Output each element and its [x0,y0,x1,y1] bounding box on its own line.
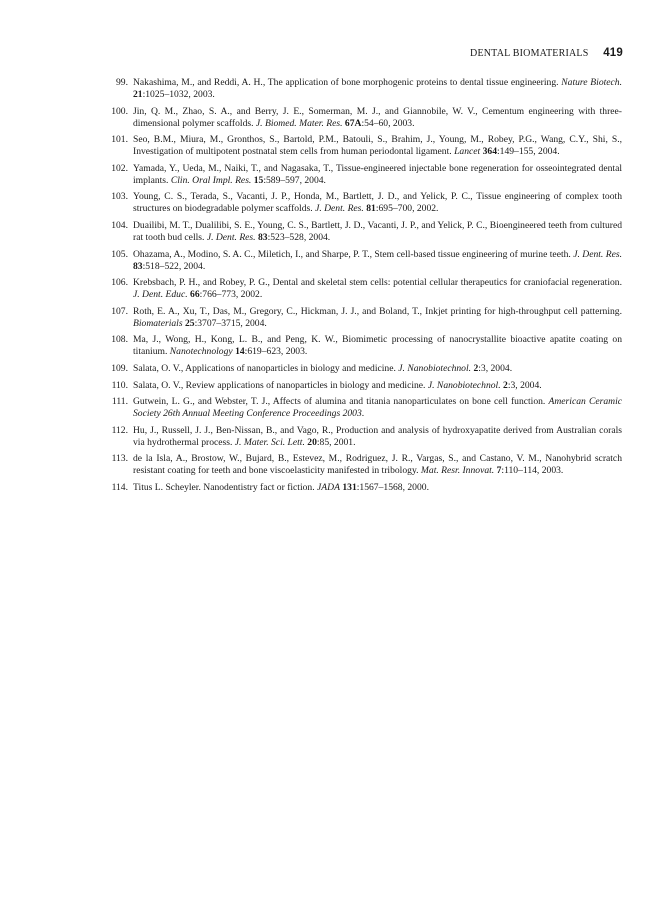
reference-text [133,220,622,244]
reference-item [111,219,622,244]
reference-journal: Biomaterials [133,317,183,329]
reference-text [133,380,622,392]
reference-volume: 20 [307,436,317,448]
reference-segment: Gutwein, L. G., and Webster, T. J., Affects of alumina and titania nanoparticulates on bone cell function. [133,396,549,408]
reference-text [133,163,622,187]
reference-volume: 364 [482,146,497,158]
reference-journal: Clin. Oral Impl. Res. [170,174,252,186]
reference-text [133,482,622,494]
reference-number: 99. [116,77,128,88]
reference-text [133,77,622,101]
reference-journal: J. Dent. Res. [315,203,364,215]
reference-segment: Ma, J., Wong, H., Kong, L. B., and Peng, K. W., Biomimetic processing of nanocrystallite bioactive apatite coating on titanium. [133,334,622,358]
reference-journal: Nanotechnology [169,346,233,358]
reference-segment: Yamada, Y., Ueda, M., Naiki, T., and Nagasaka, T., Tissue-engineered injectable bone regeneration for osseointegrated dental implants. [133,162,622,186]
reference-segment: Seo, B.M., Miura, M., Gronthos, S., Bartold, P.M., Batouli, S., Brahim, J., Young, M., Robey, P.G., Wang, C.Y., Shi, S., Investigation of multipotent postnatal stem cells from human periodontal ligament. [133,134,622,158]
reference-text [133,134,622,158]
reference-journal: Lancet [454,146,481,158]
running-header [470,47,623,59]
reference-number: 109. [111,362,128,374]
reference-number: 107. [111,305,128,317]
reference-text [133,396,622,420]
page-number: 419 [603,47,623,59]
reference-number: 112. [111,424,128,436]
reference-volume: 83 [257,231,268,243]
reference-journal: American Ceramic Society 26th Annual Meeting Conference Proceedings 2003 [133,396,622,420]
reference-segment: Salata, O. V., Review applications of nanoparticles in biology and medicine. [133,379,428,391]
reference-number: 102. [111,162,128,174]
reference-number: 101. [111,134,128,146]
reference-segment: :54–60, 2003. [361,117,415,129]
reference-segment: :3, 2004. [507,379,542,391]
reference-volume: 83 [133,260,143,272]
reference-number: 113. [111,453,128,465]
reference-text [133,453,622,477]
reference-volume: 81 [366,203,376,215]
reference-segment: :589–597, 2004. [263,174,326,186]
reference-journal: J. Dent. Educ. [133,289,188,301]
reference-text [133,277,622,301]
reference-segment: :695–700, 2002. [375,203,439,215]
reference-volume: 2 [503,379,508,391]
reference-segment: :1567–1568, 2000. [356,481,429,493]
reference-segment: :1025–1032, 2003. [142,89,215,100]
reference-segment: Titus L. Scheyler. Nanodentistry fact or fiction. [133,481,318,493]
reference-number: 100. [111,105,128,117]
reference-journal: J. Biomed. Mater. Res. [255,117,343,129]
reference-volume: 25 [184,317,195,329]
reference-number: 108. [111,334,128,346]
reference-journal: J. Nanobiotechnol. [398,362,472,374]
reference-number: 110. [111,379,128,391]
reference-item [111,424,622,449]
reference-volume: 67A [344,117,362,129]
reference-segment: Hu, J., Russell, J. J., Ben-Nissan, B., and Vago, R., Production and analysis of hydroxyapatite derived from Australian corals via hydrothermal process. [133,424,622,448]
reference-volume: 131 [342,481,357,493]
reference-segment: Ohazama, A., Modino, S. A. C., Miletich, I., and Sharpe, P. T., Stem cell-based tissue engineering of murine teeth. [133,248,574,260]
reference-segment: :85, 2001. [316,436,356,448]
reference-segment: :619–623, 2003. [244,346,308,358]
reference-item [111,248,622,273]
reference-number: 103. [111,191,128,203]
reference-list [111,77,622,499]
running-title: DENTAL BIOMATERIALS [470,48,589,59]
reference-segment: Krebsbach, P. H., and Robey, P. G., Dental and skeletal stem cells: potential cellular therapeutics for craniofacial regeneration. [133,277,622,289]
reference-segment: :3707–3715, 2004. [194,317,267,329]
reference-segment: Young, C. S., Terada, S., Vacanti, J. P., Honda, M., Bartlett, J. D., and Yelick, P. C., Tissue engineering of complex tooth structures on biodegradable polymer scaffolds. [133,191,622,215]
reference-number: 104. [111,219,128,231]
reference-segment: Roth, E. A., Xu, T., Das, M., Gregory, C., Hickman, J. J., and Boland, T., Inkjet printing for high-throughput cell patterning. [133,305,622,317]
reference-item [111,362,622,375]
reference-text [133,334,622,358]
reference-journal: J. Nanobiotechnol. [427,379,501,391]
reference-volume: 15 [253,174,264,186]
reference-volume: 21 [133,89,143,100]
reference-text [133,306,622,330]
reference-journal: J. Mater. Sci. Lett. [234,436,305,448]
reference-item [111,481,622,494]
reference-item [111,305,622,330]
reference-segment: :3, 2004. [478,362,513,374]
reference-item [111,334,622,358]
reference-segment: Jin, Q. M., Zhao, S. A., and Berry, J. E., Somerman, M. J., and Giannobile, W. V., Cementum engineering with three-dimensional polymer scaffolds. [133,105,622,129]
reference-number: 111. [111,396,128,408]
reference-journal: Nature Biotech. [561,77,622,88]
reference-journal: Mat. Resr. Innovat. [420,465,495,477]
reference-volume: 7 [496,465,502,477]
reference-segment: :766–773, 2002. [199,289,263,301]
reference-item [111,191,622,215]
reference-segment: :518–522, 2004. [142,260,206,272]
reference-text [133,106,622,130]
reference-segment: :110–114, 2003. [501,465,564,477]
reference-segment: Duailibi, M. T., Dualilibi, S. E., Young, C. S., Bartlett, J. D., Vacanti, J. P., and Yelick, P. C., Bioengineered teeth from cultured rat tooth bud cells. [133,219,622,243]
reference-journal: J. Dent. Res. [206,231,256,243]
reference-journal: JADA [317,481,340,493]
reference-item [111,396,622,420]
reference-number: 106. [111,277,128,289]
reference-segment: :149–155, 2004. [496,146,560,158]
reference-text [133,425,622,449]
reference-segment: Nakashima, M., and Reddi, A. H., The application of bone morphogenic proteins to dental tissue engineering. [133,77,562,88]
reference-item [111,105,622,130]
reference-text [133,363,622,375]
reference-item [116,77,622,101]
reference-volume: 66 [190,289,200,301]
reference-number: 114. [111,481,128,493]
reference-journal: J. Dent. Res. [573,248,622,260]
reference-item [111,277,622,301]
reference-segment: Salata, O. V., Applications of nanoparticles in biology and medicine. [133,362,399,374]
reference-segment: . [361,408,365,420]
reference-item [111,453,622,477]
reference-volume: 2 [473,362,479,374]
reference-item [111,162,622,187]
reference-item [111,134,622,158]
reference-text [133,249,622,273]
reference-text [133,191,622,215]
reference-item [111,379,622,392]
reference-volume: 14 [235,346,245,358]
reference-segment: :523–528, 2004. [267,231,331,243]
reference-number: 105. [111,248,128,260]
reference-segment: de la Isla, A., Brostow, W., Bujard, B., Estevez, M., Rodriguez, J. R., Vargas, S., and Castano, V. M., Nanohybrid scratch resistant coating for teeth and bone viscoelasticity manifested in tribology. [133,453,622,477]
